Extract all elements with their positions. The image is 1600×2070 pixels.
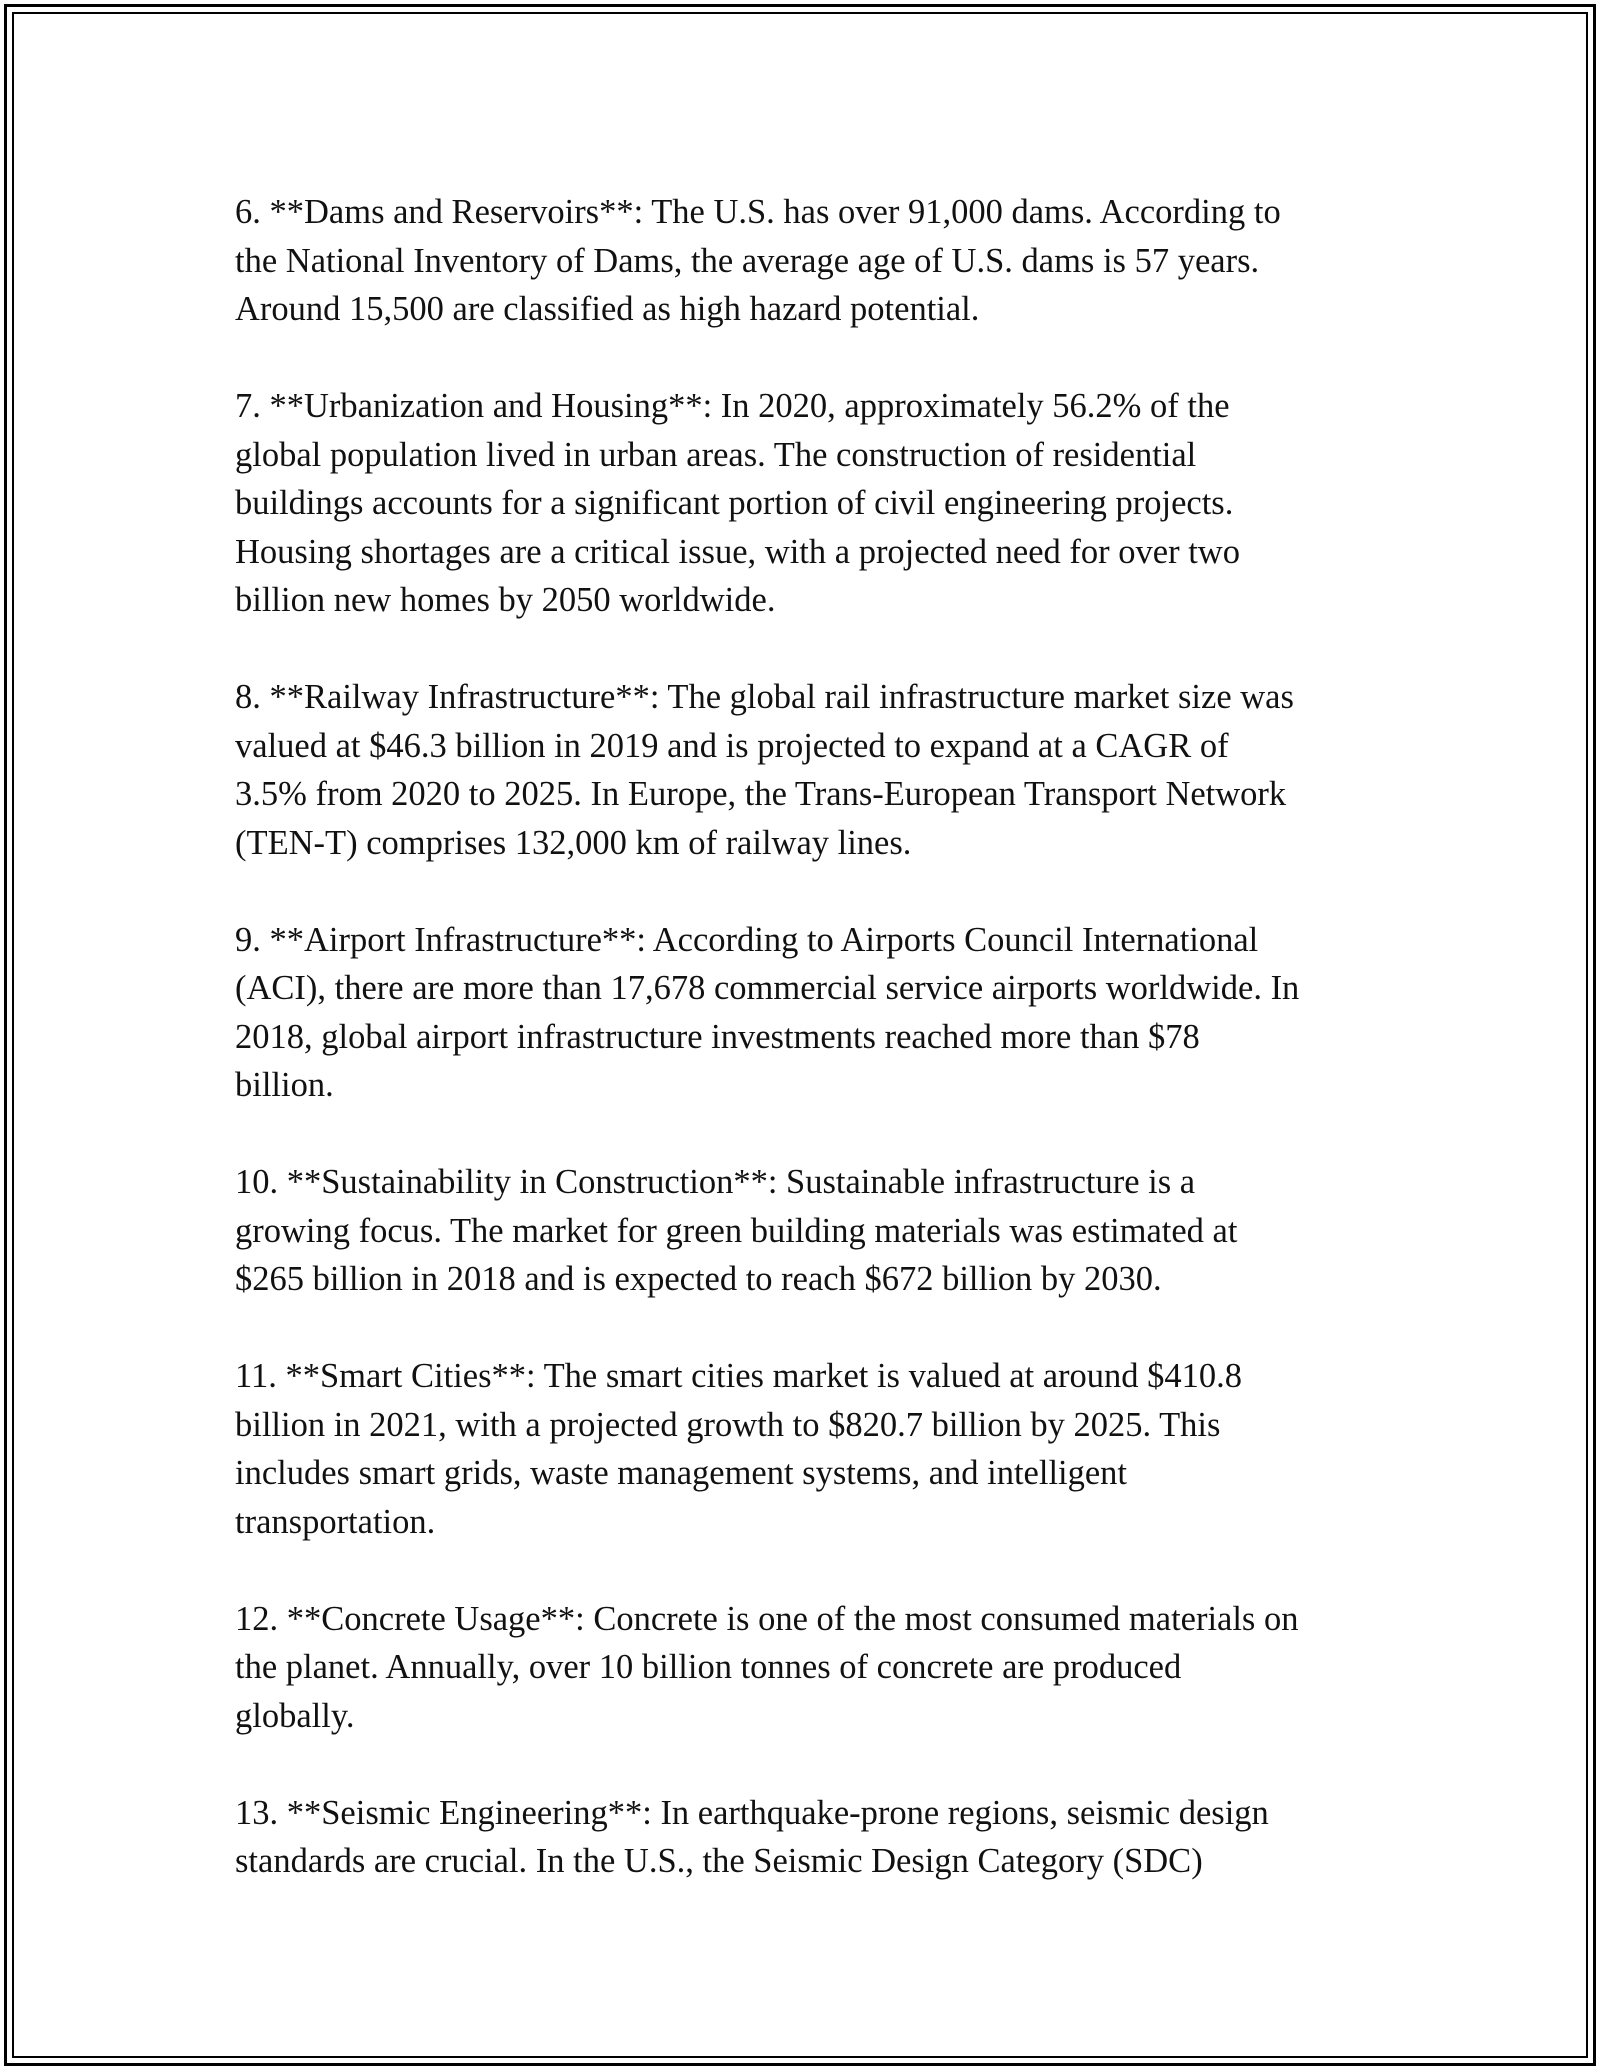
paragraph-sustainability-construction: 10. **Sustainability in Construction**: Sustainable infrastructure is a growing focus. The market for green building materials was estimated at $265 billion in 2018 and is expected to reach $672 billion by 2030. bbox=[235, 1163, 1238, 1298]
document-body bbox=[235, 188, 1385, 1886]
paragraph-dams-reservoirs: 6. **Dams and Reservoirs**: The U.S. has over 91,000 dams. According to the National Inventory of Dams, the average age of U.S. dams is 57 years. Around 15,500 are classified as high hazard potential. bbox=[235, 193, 1281, 328]
paragraph-smart-cities: 11. **Smart Cities**: The smart cities market is valued at around $410.8 billion in 2021, with a projected growth to $820.7 billion by 2025. This includes smart grids, waste management systems, and intelligent transportation. bbox=[235, 1357, 1243, 1541]
paragraph-concrete-usage: 12. **Concrete Usage**: Concrete is one of the most consumed materials on the planet. Annually, over 10 billion tonnes of concrete are produced globally. bbox=[235, 1599, 1299, 1735]
paragraph-urbanization-housing: 7. **Urbanization and Housing**: In 2020, approximately 56.2% of the global population lived in urban areas. The construction of residential buildings accounts for a significant portion of civil engineering projects. Housing shortages are a critical issue, with a projected need for over two billion new homes by 2050 worldwide. bbox=[235, 387, 1240, 619]
paragraph-railway-infrastructure: 8. **Railway Infrastructure**: The global rail infrastructure market size was valued at $46.3 billion in 2019 and is projected to expand at a CAGR of 3.5% from 2020 to 2025. In Europe, the Trans-European Transport Network (TEN-T) comprises 132,000 km of railway lines. bbox=[235, 678, 1294, 862]
paragraph-seismic-engineering: 13. **Seismic Engineering**: In earthquake-prone regions, seismic design standards are crucial. In the U.S., the Seismic Design Category (SDC) bbox=[235, 1793, 1269, 1880]
paragraph-airport-infrastructure: 9. **Airport Infrastructure**: According to Airports Council International (ACI), there are more than 17,678 commercial service airports worldwide. In 2018, global airport infrastructure investments reached more than $78 billion. bbox=[235, 920, 1300, 1104]
